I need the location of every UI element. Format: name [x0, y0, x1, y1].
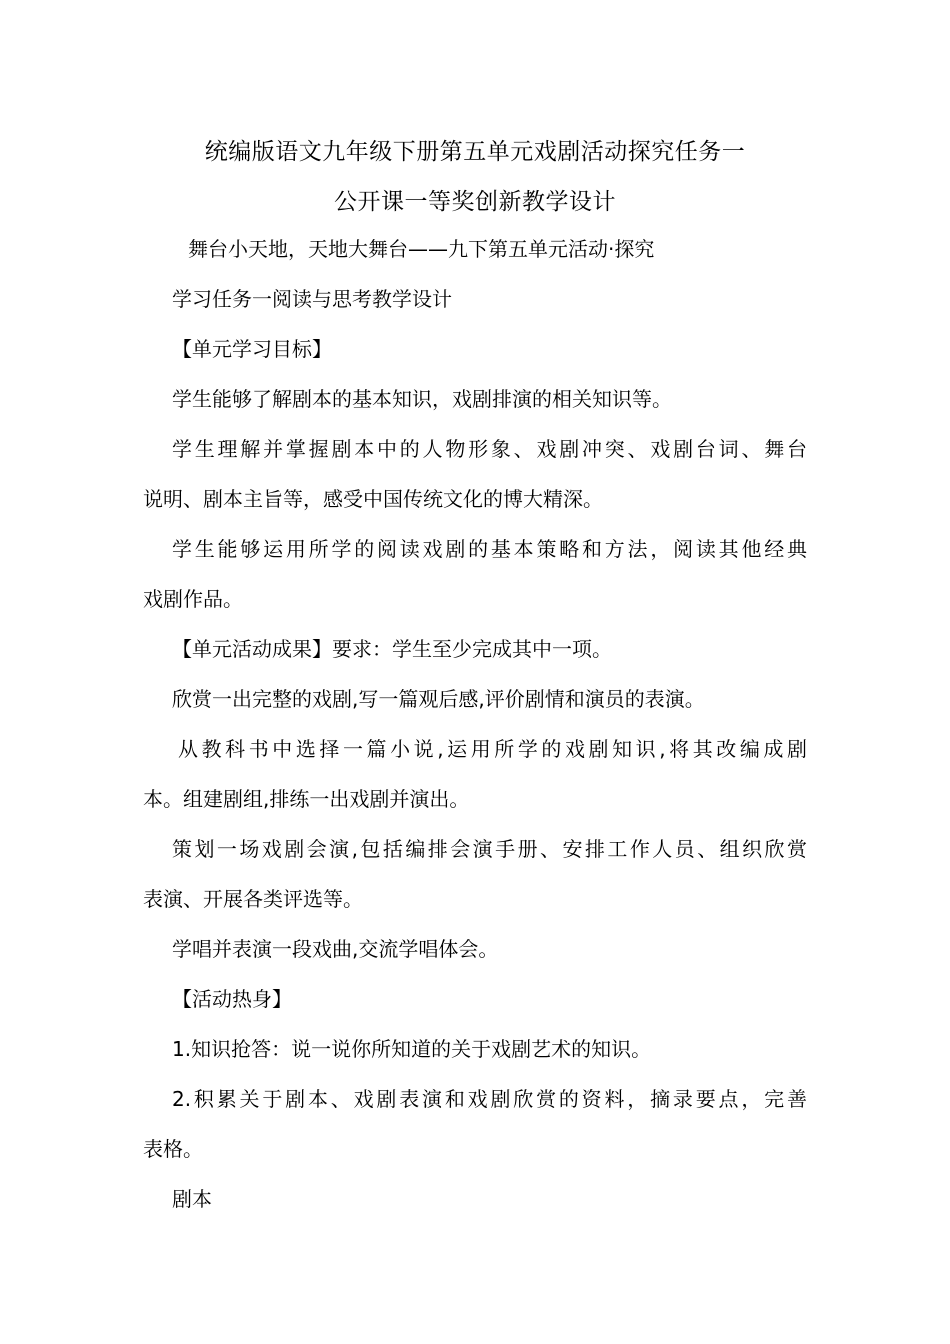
document-title-line-2: 公开课一等奖创新教学设计: [334, 189, 616, 215]
paragraph-line: 策划一场戏剧会演,包括编排会演手册、安排工作人员、组织欣赏: [172, 837, 807, 861]
paragraph-line: 剧本: [172, 1187, 212, 1211]
paragraph-line: 2.积累关于剧本、戏剧表演和戏剧欣赏的资料，摘录要点，完善: [172, 1087, 807, 1111]
document-title-line-1: 统编版语文九年级下册第五单元戏剧活动探究任务一: [204, 139, 746, 165]
paragraph-line: 戏剧作品。: [143, 587, 243, 611]
paragraph-line: 说明、剧本主旨等，感受中国传统文化的博大精深。: [143, 487, 603, 511]
paragraph-line: 表格。: [143, 1137, 203, 1161]
paragraph-line: 1.知识抢答：说一说你所知道的关于戏剧艺术的知识。: [172, 1037, 652, 1061]
subtitle-line: 舞台小天地，天地大舞台——九下第五单元活动·探究: [188, 237, 655, 261]
paragraph-line: 表演、开展各类评选等。: [143, 887, 363, 911]
section-heading: 【单元学习目标】: [172, 337, 332, 361]
paragraph-line: 学唱并表演一段戏曲,交流学唱体会。: [172, 937, 499, 961]
paragraph-line: 学生能够了解剧本的基本知识，戏剧排演的相关知识等。: [172, 387, 672, 411]
paragraph-line: 学习任务一阅读与思考教学设计: [172, 287, 452, 311]
paragraph-line: 本。组建剧组,排练一出戏剧并演出。: [143, 787, 470, 811]
section-heading: 【单元活动成果】要求：学生至少完成其中一项。: [172, 637, 612, 661]
section-heading: 【活动热身】: [172, 987, 292, 1011]
paragraph-line: 学生理解并掌握剧本中的人物形象、戏剧冲突、戏剧台词、舞台: [172, 437, 807, 461]
paragraph-line: 从教科书中选择一篇小说,运用所学的戏剧知识,将其改编成剧: [178, 737, 807, 761]
paragraph-line: 学生能够运用所学的阅读戏剧的基本策略和方法，阅读其他经典: [172, 537, 807, 561]
paragraph-line: 欣赏一出完整的戏剧,写一篇观后感,评价剧情和演员的表演。: [172, 687, 705, 711]
